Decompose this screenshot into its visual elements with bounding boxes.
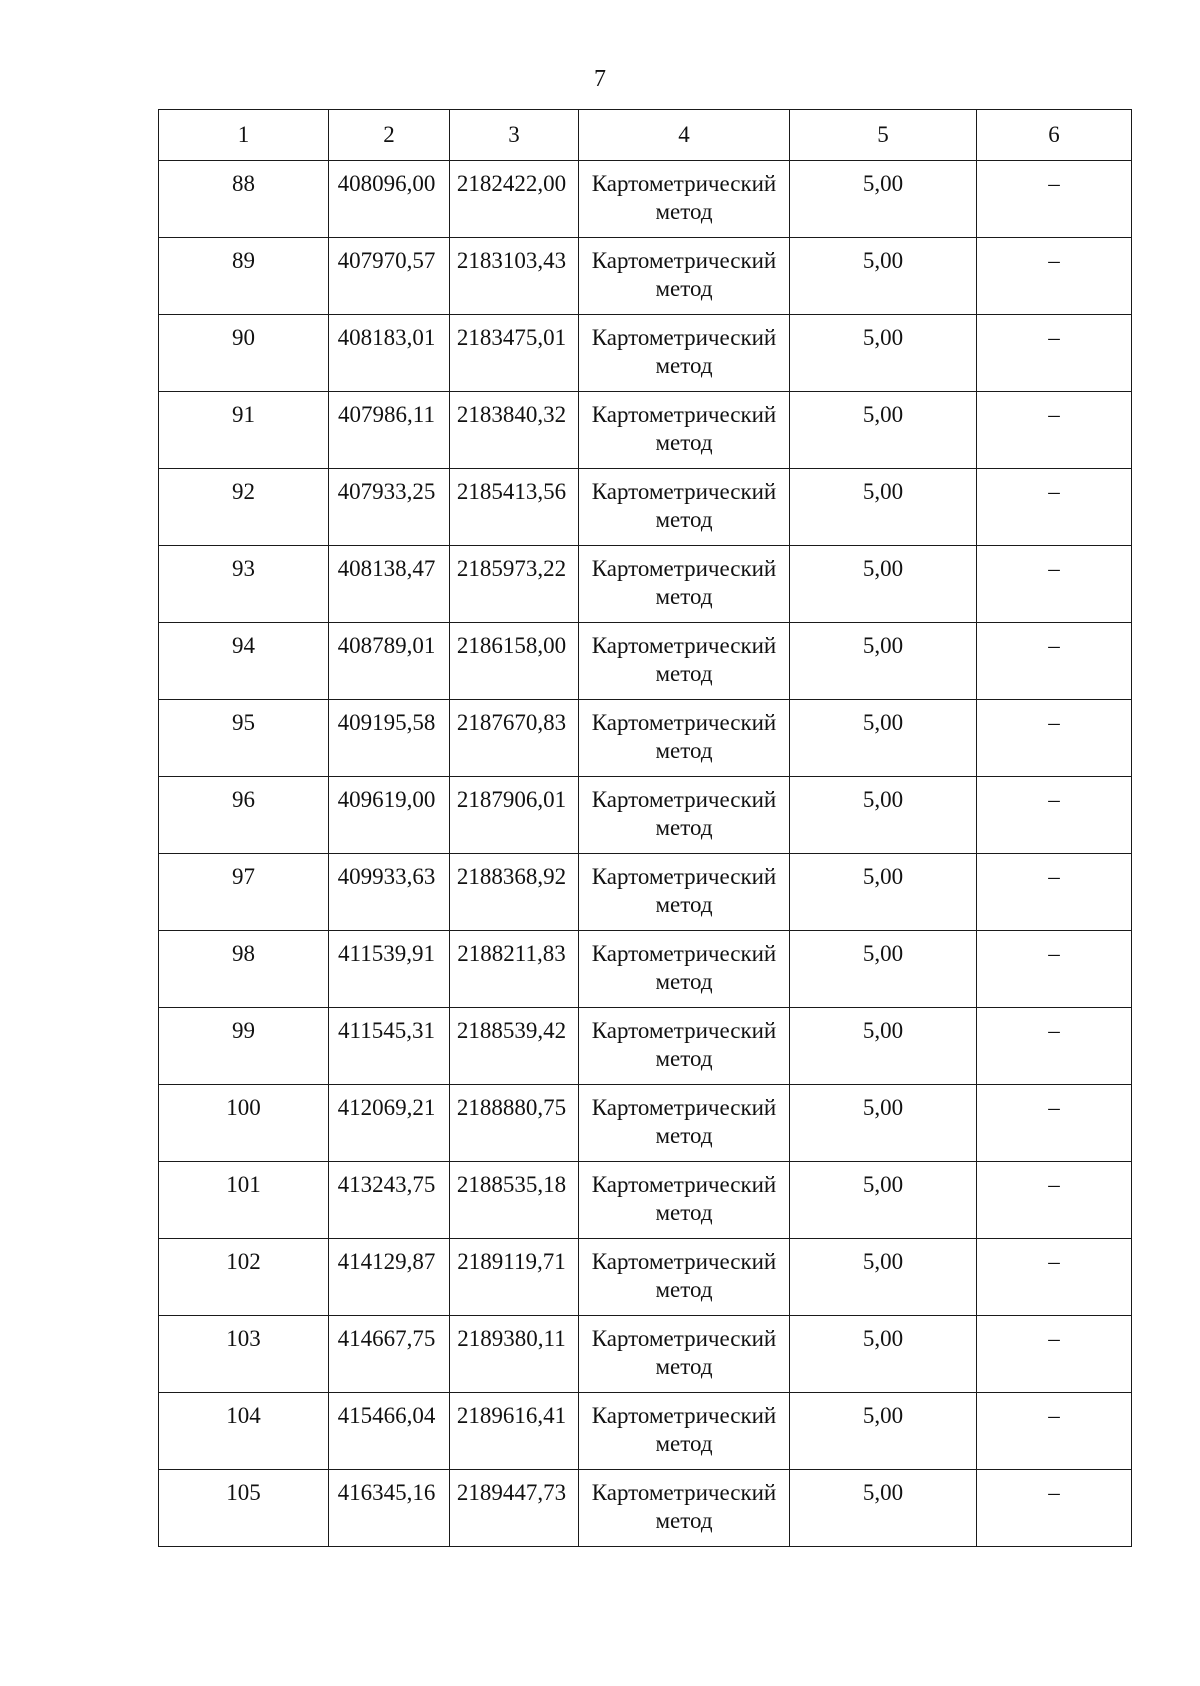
- point-number-cell: 90: [159, 315, 329, 392]
- x-coordinate-cell: 407986,11: [329, 392, 450, 469]
- method-line-2: метод: [655, 1200, 713, 1225]
- accuracy-cell: 5,00: [790, 931, 977, 1008]
- method-line-1: Картометрический: [591, 864, 777, 889]
- x-coordinate-cell: 407933,25: [329, 469, 450, 546]
- x-coordinate-cell: 408138,47: [329, 546, 450, 623]
- table-row: [159, 1085, 1132, 1162]
- method-line-2: метод: [655, 969, 713, 994]
- y-coordinate-cell: 2188539,42: [450, 1008, 579, 1085]
- method-line-2: метод: [655, 276, 713, 301]
- column-header: 5: [790, 110, 977, 161]
- note-cell: –: [977, 1470, 1132, 1547]
- method-cell: [579, 931, 790, 1008]
- x-coordinate-cell: 407970,57: [329, 238, 450, 315]
- method-line-1: Картометрический: [591, 479, 777, 504]
- method-line-2: метод: [655, 1277, 713, 1302]
- table-header-row: [159, 110, 1132, 161]
- method-cell: [579, 315, 790, 392]
- method-line-2: метод: [655, 815, 713, 840]
- table-row: [159, 777, 1132, 854]
- method-line-1: Картометрический: [591, 325, 777, 350]
- point-number-cell: 101: [159, 1162, 329, 1239]
- note-cell: –: [977, 238, 1132, 315]
- accuracy-cell: 5,00: [790, 392, 977, 469]
- method-cell: [579, 623, 790, 700]
- accuracy-cell: 5,00: [790, 161, 977, 238]
- note-cell: –: [977, 1008, 1132, 1085]
- method-line-2: метод: [655, 1354, 713, 1379]
- point-number-cell: 94: [159, 623, 329, 700]
- table-row: [159, 546, 1132, 623]
- column-header: 6: [977, 110, 1132, 161]
- method-line-1: Картометрический: [591, 787, 777, 812]
- x-coordinate-cell: 409195,58: [329, 700, 450, 777]
- accuracy-cell: 5,00: [790, 1393, 977, 1470]
- method-cell: [579, 1470, 790, 1547]
- method-cell: [579, 161, 790, 238]
- y-coordinate-cell: 2189447,73: [450, 1470, 579, 1547]
- note-cell: –: [977, 161, 1132, 238]
- method-line-2: метод: [655, 507, 713, 532]
- y-coordinate-cell: 2183475,01: [450, 315, 579, 392]
- table-row: [159, 238, 1132, 315]
- page-number: 7: [594, 66, 606, 92]
- y-coordinate-cell: 2187670,83: [450, 700, 579, 777]
- method-line-1: Картометрический: [591, 1095, 777, 1120]
- method-line-1: Картометрический: [591, 402, 777, 427]
- point-number-cell: 88: [159, 161, 329, 238]
- method-line-2: метод: [655, 1046, 713, 1071]
- x-coordinate-cell: 409619,00: [329, 777, 450, 854]
- x-coordinate-cell: 408789,01: [329, 623, 450, 700]
- table-row: [159, 1316, 1132, 1393]
- point-number-cell: 100: [159, 1085, 329, 1162]
- method-line-1: Картометрический: [591, 556, 777, 581]
- point-number-cell: 95: [159, 700, 329, 777]
- y-coordinate-cell: 2189616,41: [450, 1393, 579, 1470]
- method-line-1: Картометрический: [591, 1326, 777, 1351]
- x-coordinate-cell: 414129,87: [329, 1239, 450, 1316]
- y-coordinate-cell: 2188880,75: [450, 1085, 579, 1162]
- method-cell: [579, 238, 790, 315]
- y-coordinate-cell: 2186158,00: [450, 623, 579, 700]
- table-row: [159, 700, 1132, 777]
- column-header: 1: [159, 110, 329, 161]
- table-row: [159, 1393, 1132, 1470]
- x-coordinate-cell: 416345,16: [329, 1470, 450, 1547]
- table-row: [159, 623, 1132, 700]
- method-cell: [579, 1085, 790, 1162]
- accuracy-cell: 5,00: [790, 1008, 977, 1085]
- point-number-cell: 97: [159, 854, 329, 931]
- y-coordinate-cell: 2189380,11: [450, 1316, 579, 1393]
- method-line-1: Картометрический: [591, 1403, 777, 1428]
- method-line-2: метод: [655, 199, 713, 224]
- method-line-1: Картометрический: [591, 171, 777, 196]
- note-cell: –: [977, 931, 1132, 1008]
- accuracy-cell: 5,00: [790, 315, 977, 392]
- method-line-1: Картометрический: [591, 710, 777, 735]
- point-number-cell: 102: [159, 1239, 329, 1316]
- y-coordinate-cell: 2188535,18: [450, 1162, 579, 1239]
- method-line-2: метод: [655, 430, 713, 455]
- accuracy-cell: 5,00: [790, 854, 977, 931]
- method-cell: [579, 1162, 790, 1239]
- note-cell: –: [977, 1239, 1132, 1316]
- note-cell: –: [977, 546, 1132, 623]
- accuracy-cell: 5,00: [790, 1239, 977, 1316]
- accuracy-cell: 5,00: [790, 1470, 977, 1547]
- table-row: [159, 1470, 1132, 1547]
- method-line-1: Картометрический: [591, 633, 777, 658]
- table-row: [159, 161, 1132, 238]
- method-line-1: Картометрический: [591, 1249, 777, 1274]
- x-coordinate-cell: 411545,31: [329, 1008, 450, 1085]
- x-coordinate-cell: 413243,75: [329, 1162, 450, 1239]
- method-line-2: метод: [655, 1508, 713, 1533]
- table-row: [159, 1162, 1132, 1239]
- y-coordinate-cell: 2189119,71: [450, 1239, 579, 1316]
- y-coordinate-cell: 2188368,92: [450, 854, 579, 931]
- x-coordinate-cell: 415466,04: [329, 1393, 450, 1470]
- x-coordinate-cell: 408096,00: [329, 161, 450, 238]
- point-number-cell: 96: [159, 777, 329, 854]
- y-coordinate-cell: 2182422,00: [450, 161, 579, 238]
- column-header: 3: [450, 110, 579, 161]
- method-line-2: метод: [655, 1123, 713, 1148]
- table-row: [159, 392, 1132, 469]
- note-cell: –: [977, 1162, 1132, 1239]
- x-coordinate-cell: 409933,63: [329, 854, 450, 931]
- y-coordinate-cell: 2183840,32: [450, 392, 579, 469]
- method-cell: [579, 469, 790, 546]
- note-cell: –: [977, 469, 1132, 546]
- table-row: [159, 1239, 1132, 1316]
- method-cell: [579, 1239, 790, 1316]
- point-number-cell: 93: [159, 546, 329, 623]
- method-line-1: Картометрический: [591, 1018, 777, 1043]
- table-row: [159, 469, 1132, 546]
- method-cell: [579, 546, 790, 623]
- point-number-cell: 99: [159, 1008, 329, 1085]
- accuracy-cell: 5,00: [790, 546, 977, 623]
- table-row: [159, 854, 1132, 931]
- point-number-cell: 98: [159, 931, 329, 1008]
- method-cell: [579, 1393, 790, 1470]
- method-cell: [579, 854, 790, 931]
- accuracy-cell: 5,00: [790, 623, 977, 700]
- x-coordinate-cell: 408183,01: [329, 315, 450, 392]
- column-header: 2: [329, 110, 450, 161]
- method-line-2: метод: [655, 1431, 713, 1456]
- point-number-cell: 89: [159, 238, 329, 315]
- column-header: 4: [579, 110, 790, 161]
- note-cell: –: [977, 854, 1132, 931]
- y-coordinate-cell: 2183103,43: [450, 238, 579, 315]
- method-line-1: Картометрический: [591, 248, 777, 273]
- accuracy-cell: 5,00: [790, 700, 977, 777]
- method-line-2: метод: [655, 738, 713, 763]
- accuracy-cell: 5,00: [790, 1162, 977, 1239]
- y-coordinate-cell: 2185973,22: [450, 546, 579, 623]
- point-number-cell: 103: [159, 1316, 329, 1393]
- x-coordinate-cell: 411539,91: [329, 931, 450, 1008]
- x-coordinate-cell: 414667,75: [329, 1316, 450, 1393]
- method-cell: [579, 700, 790, 777]
- accuracy-cell: 5,00: [790, 1085, 977, 1162]
- method-line-1: Картометрический: [591, 941, 777, 966]
- y-coordinate-cell: 2188211,83: [450, 931, 579, 1008]
- y-coordinate-cell: 2185413,56: [450, 469, 579, 546]
- note-cell: –: [977, 700, 1132, 777]
- method-line-2: метод: [655, 661, 713, 686]
- accuracy-cell: 5,00: [790, 1316, 977, 1393]
- accuracy-cell: 5,00: [790, 469, 977, 546]
- coordinates-table: [158, 109, 1132, 1547]
- point-number-cell: 105: [159, 1470, 329, 1547]
- x-coordinate-cell: 412069,21: [329, 1085, 450, 1162]
- point-number-cell: 104: [159, 1393, 329, 1470]
- method-line-2: метод: [655, 892, 713, 917]
- method-line-2: метод: [655, 353, 713, 378]
- table-row: [159, 315, 1132, 392]
- table-row: [159, 1008, 1132, 1085]
- accuracy-cell: 5,00: [790, 777, 977, 854]
- method-cell: [579, 1316, 790, 1393]
- note-cell: –: [977, 1316, 1132, 1393]
- note-cell: –: [977, 777, 1132, 854]
- point-number-cell: 91: [159, 392, 329, 469]
- note-cell: –: [977, 392, 1132, 469]
- method-line-1: Картометрический: [591, 1480, 777, 1505]
- y-coordinate-cell: 2187906,01: [450, 777, 579, 854]
- note-cell: –: [977, 623, 1132, 700]
- method-cell: [579, 1008, 790, 1085]
- note-cell: –: [977, 315, 1132, 392]
- table-row: [159, 931, 1132, 1008]
- point-number-cell: 92: [159, 469, 329, 546]
- accuracy-cell: 5,00: [790, 238, 977, 315]
- note-cell: –: [977, 1085, 1132, 1162]
- method-cell: [579, 777, 790, 854]
- note-cell: –: [977, 1393, 1132, 1470]
- method-line-2: метод: [655, 584, 713, 609]
- method-line-1: Картометрический: [591, 1172, 777, 1197]
- method-cell: [579, 392, 790, 469]
